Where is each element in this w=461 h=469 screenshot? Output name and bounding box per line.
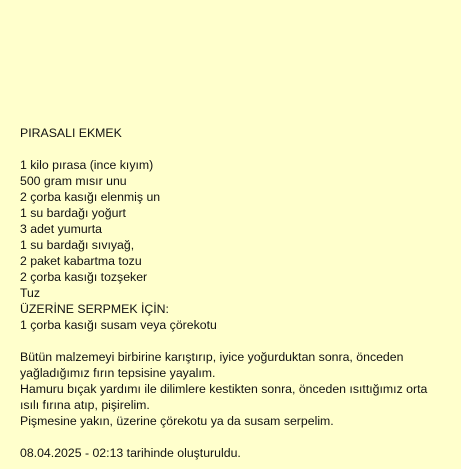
instruction-line: ısılı fırına atıp, pişirelim.	[20, 398, 150, 412]
instruction-line: yağladığımız fırın tepsisine yayalım.	[20, 366, 216, 380]
ingredient-item: 3 adet yumurta	[20, 222, 103, 236]
instruction-line: Hamuru bıçak yardımı ile dilimlere kestikten sonra, önceden ısıttığımız orta	[20, 382, 428, 396]
instruction-line: Pişmesine yakın, üzerine çörekotu ya da susam serpelim.	[20, 414, 334, 428]
ingredient-item: 1 kilo pırasa (ince kıyım)	[20, 158, 154, 172]
topping-heading: ÜZERİNE SERPMEK İÇİN:	[20, 302, 169, 316]
created-timestamp: 08.04.2025 - 02:13 tarihinde oluşturuldu.	[20, 446, 241, 460]
ingredient-item: 2 çorba kasığı tozşeker	[20, 270, 148, 284]
ingredient-item: 1 su bardağı yoğurt	[20, 206, 126, 220]
instruction-line: Bütün malzemeyi birbirine karıştırıp, iyice yoğurduktan sonra, önceden	[20, 350, 404, 364]
spacer	[20, 141, 450, 157]
spacer	[20, 429, 450, 445]
topping-item: 1 çorba kasığı susam veya çörekotu	[20, 318, 217, 332]
ingredient-item: Tuz	[20, 286, 41, 300]
ingredient-list	[20, 157, 450, 301]
ingredient-item: 1 su bardağı sıvıyağ,	[20, 238, 135, 252]
ingredient-item: 500 gram mısır unu	[20, 174, 127, 188]
ingredient-item: 2 paket kabartma tozu	[20, 254, 142, 268]
ingredient-item: 2 çorba kasığı elenmiş un	[20, 190, 161, 204]
spacer	[20, 333, 450, 349]
recipe-title: PIRASALI EKMEK	[20, 126, 122, 140]
recipe-document	[20, 125, 450, 461]
instructions	[20, 349, 450, 429]
